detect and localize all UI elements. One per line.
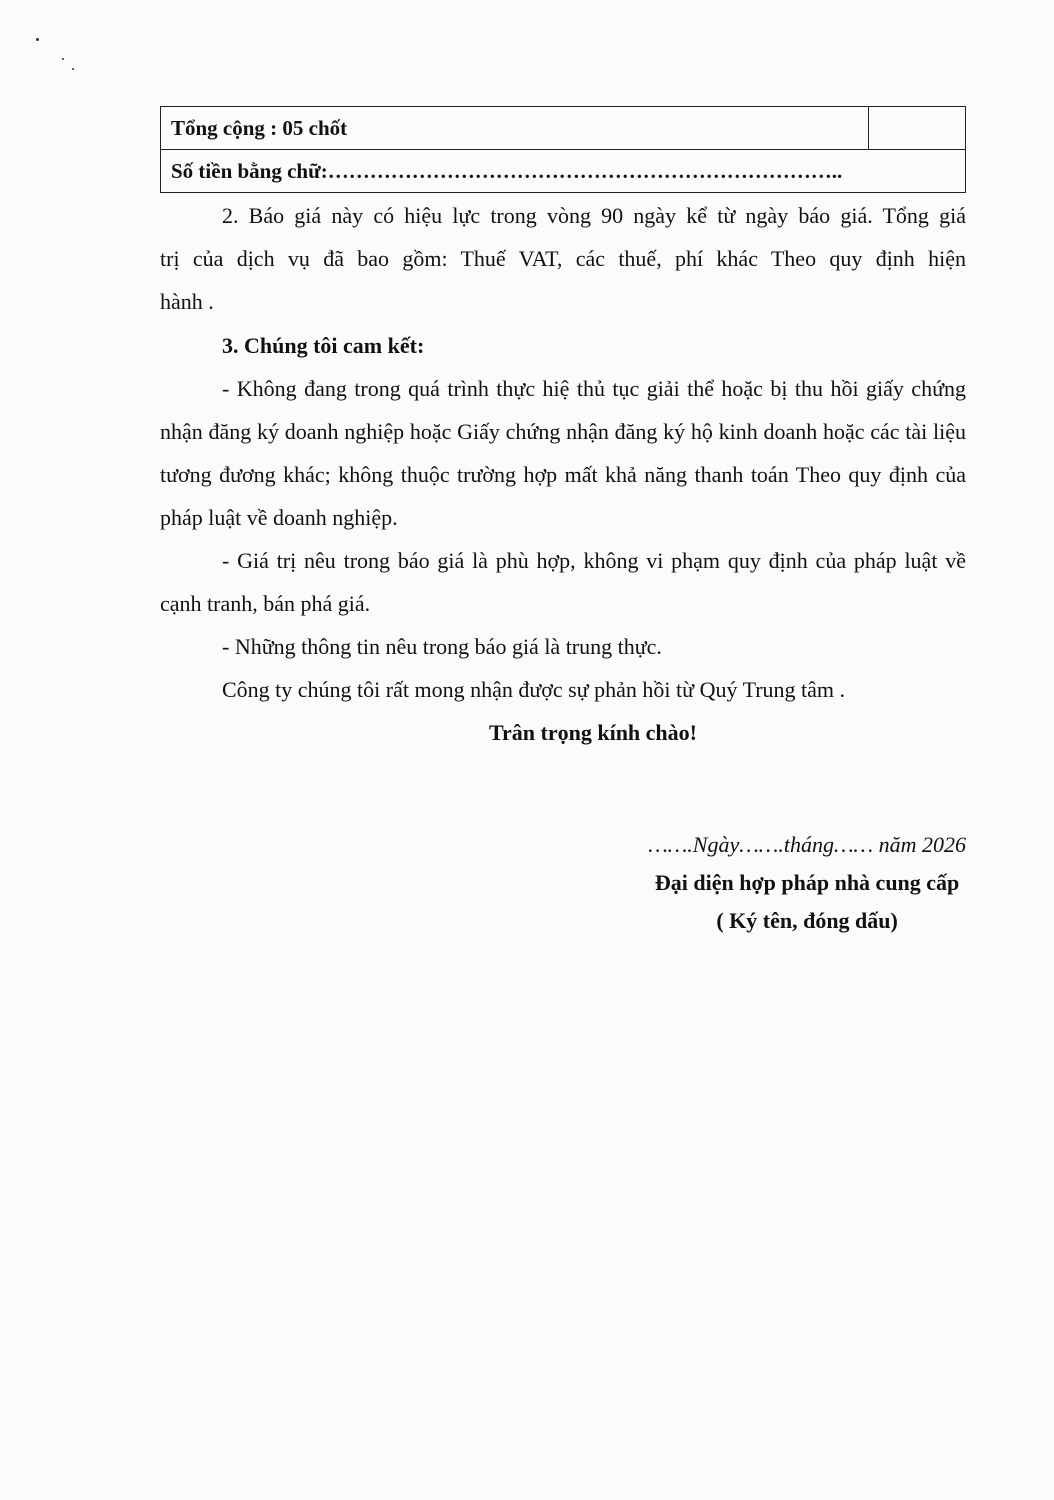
validity-line-1: 2. Báo giá này có hiệu lực trong vòng 90 ngày kể từ ngày báo giá. Tổng giá [222,203,966,228]
total-label: Tổng cộng : 05 chốt [161,107,869,150]
amount-words-row [161,150,966,193]
commitment-section [160,324,966,754]
summary-table [160,106,966,193]
total-row [161,107,966,150]
amount-words-label: Số tiền bằng chữ:……………………………………………………………….. [161,150,966,193]
total-value-cell [869,107,966,150]
commitment-heading: 3. Chúng tôi cam kết: [222,333,425,358]
closing-greeting: Trân trọng kính chào! [488,720,697,745]
signature-date: …….Ngày…….tháng…… năm 2026 [648,832,966,857]
commitment-item-1: - Không đang trong quá trình thực hiệ thủ tục giải thể hoặc bị thu hồi giấy chứng nhận đăng ký doanh nghiệp hoặc Giấy chứng nhận đăng ký hộ kinh doanh hoặc các tài liệu tương đương khác; không thuộc trường hợp mất khả năng thanh toán Theo quy định của pháp luật về doanh nghiệp. [160,376,966,530]
scan-speck [72,68,74,70]
scan-speck [36,38,39,41]
signature-note: ( Ký tên, đóng dấu) [716,908,898,933]
signature-title: Đại diện hợp pháp nhà cung cấp [654,870,960,895]
scan-speck [62,58,64,60]
signature-block [648,826,966,940]
validity-line-3: hành . [160,289,214,314]
validity-section [160,194,966,323]
commitment-item-3: - Những thông tin nêu trong báo giá là trung thực. [222,634,662,659]
commitment-hope: Công ty chúng tôi rất mong nhận được sự phản hồi từ Quý Trung tâm . [222,677,846,702]
validity-line-2: trị của dịch vụ đã bao gồm: Thuế VAT, các thuế, phí khác Theo quy định hiện [160,246,966,271]
commitment-item-2: - Giá trị nêu trong báo giá là phù hợp, không vi phạm quy định của pháp luật về cạnh tranh, bán phá giá. [160,548,966,616]
